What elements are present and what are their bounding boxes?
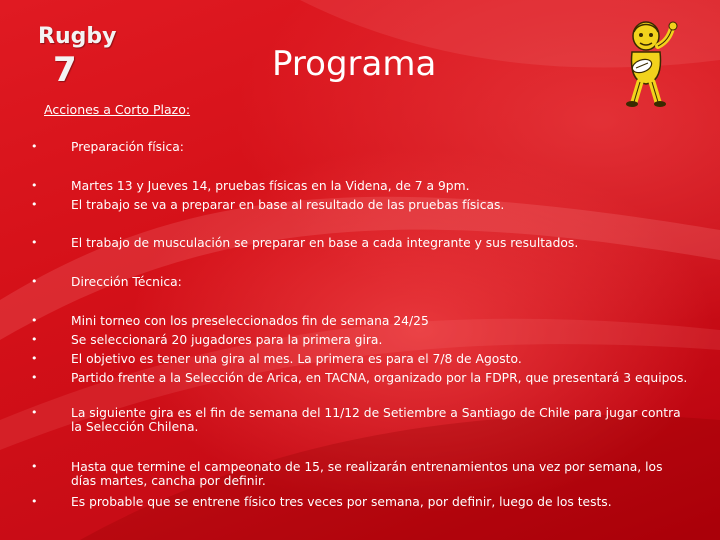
list-item: • Hasta que termine el campeonato de 15, se realizarán entrenamientos una vez por semana, los días martes, cancha por definir. [71,460,691,488]
list-item: • La siguiente gira es el fin de semana del 11/12 de Setiembre a Santiago de Chile para jugar contra la Selección Chilena. [71,406,691,434]
page-title: Programa [272,44,437,84]
logo-number: 7 [53,50,77,90]
list-item: • Mini torneo con los preseleccionados fin de semana 24/25 [71,314,691,328]
list-item: • El objetivo es tener una gira al mes. La primera es para el 7/8 de Agosto. [71,352,691,366]
list-item: • Se seleccionará 20 jugadores para la primera gira. [71,333,691,347]
list-item: • Dirección Técnica: [71,275,691,289]
logo-word: Rugby [38,24,117,49]
list-item: • Martes 13 y Jueves 14, pruebas físicas en la Videna, de 7 a 9pm. [71,179,691,193]
list-item: • Es probable que se entrene físico tres veces por semana, por definir, luego de los tests. [71,495,691,509]
section-subtitle: Acciones a Corto Plazo: [44,102,191,117]
list-item: • El trabajo de musculación se preparar en base a cada integrante y sus resultados. [71,236,691,250]
list-item: • Partido frente a la Selección de Arica, en TACNA, organizado por la FDPR, que presentará 3 equipos. [71,371,691,385]
list-item: • Preparación física: [71,140,691,154]
list-item: • El trabajo se va a preparar en base al resultado de las pruebas físicas. [71,198,691,212]
